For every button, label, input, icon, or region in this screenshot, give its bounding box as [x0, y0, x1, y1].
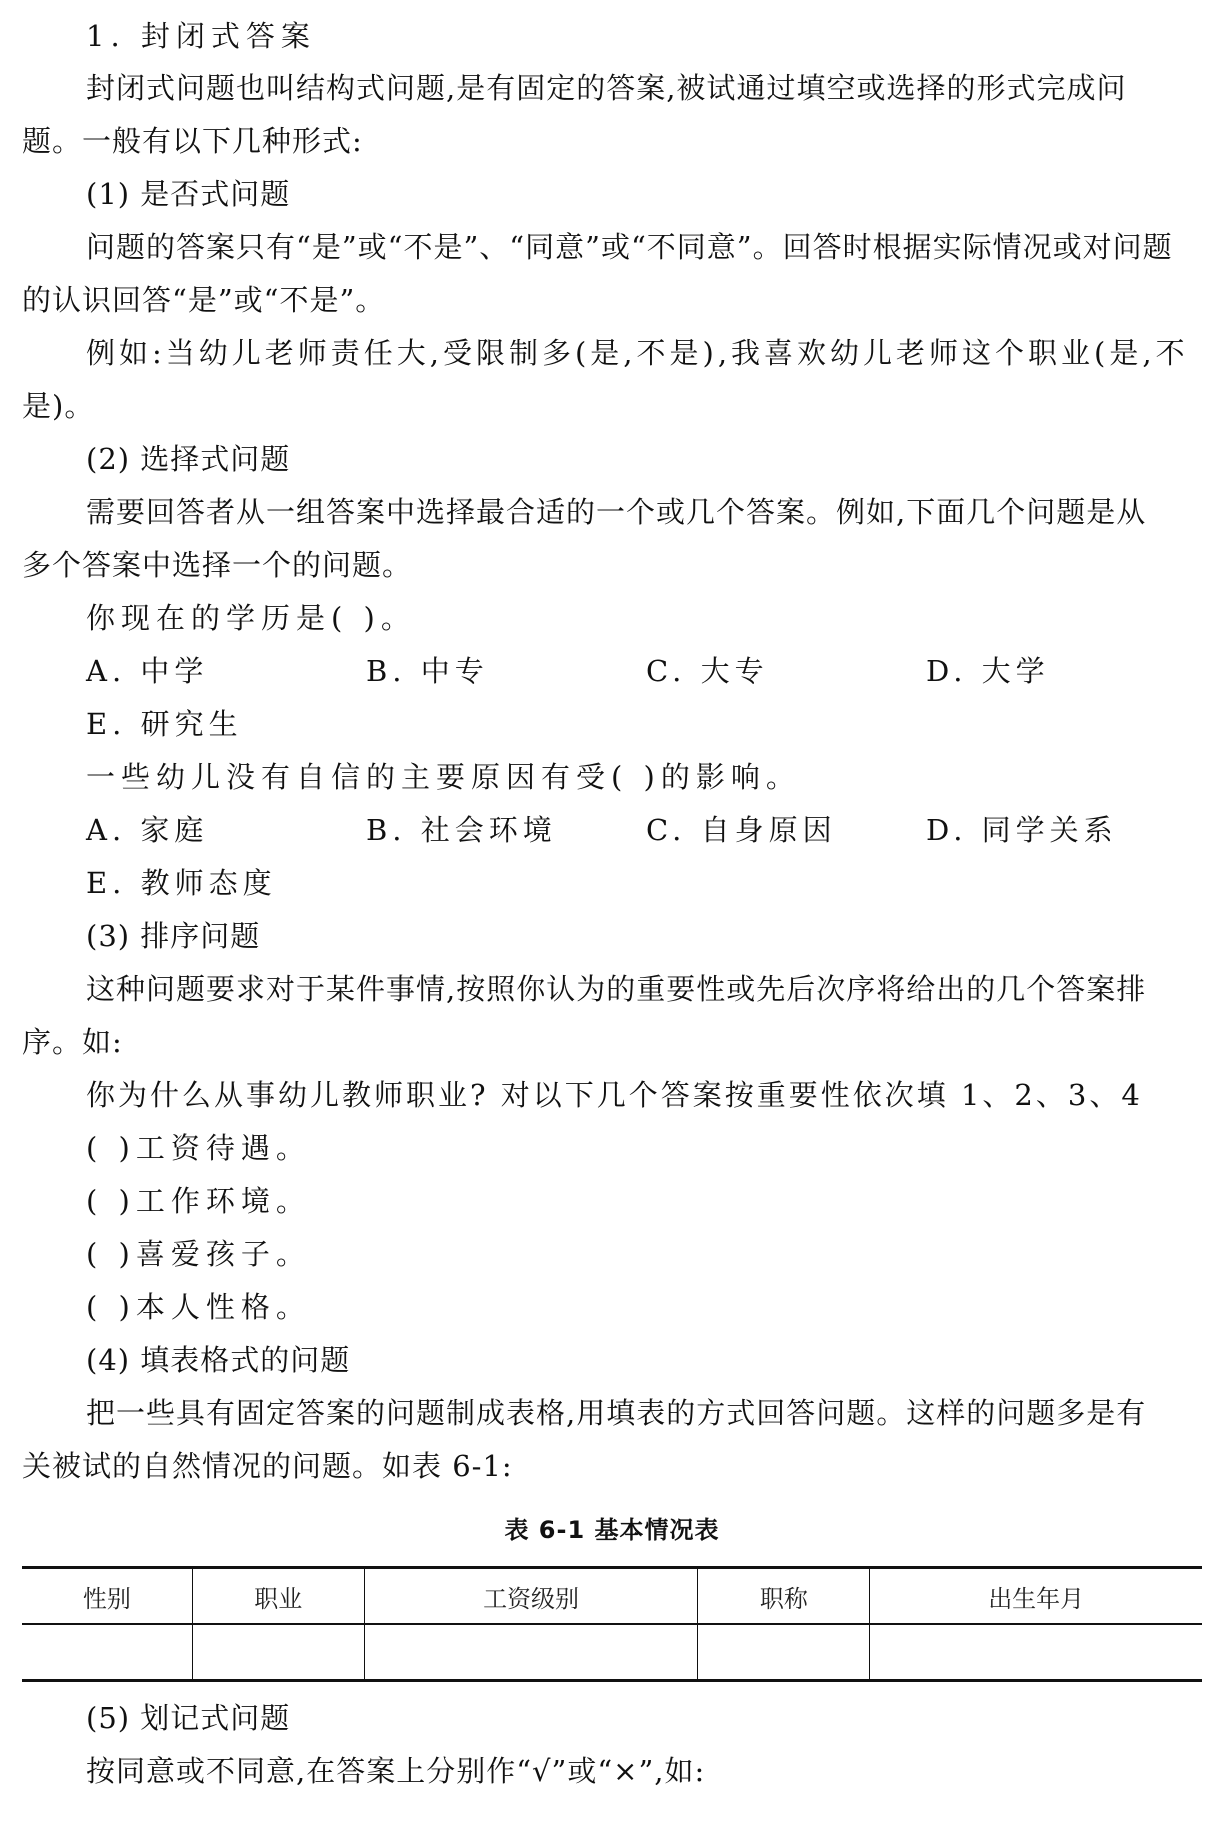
q2-question-1: 你现在的学历是( )。: [86, 601, 416, 635]
q3-item-1: ( )工资待遇。: [86, 1131, 311, 1165]
q1-example-line-1: 例如:当幼儿老师责任大,受限制多(是,不是),我喜欢幼儿老师这个职业(是,不: [86, 336, 1189, 370]
header-birth-date: 出生年月: [870, 1568, 1202, 1625]
q1-desc-line-1: 问题的答案只有“是”或“不是”、“同意”或“不同意”。回答时根据实际情况或对问题: [86, 230, 1173, 264]
q2-question-2-options: [86, 812, 1206, 848]
intro-paragraph-line-2: 题。一般有以下几种形式:: [22, 124, 363, 158]
q4-title: (4) 填表格式的问题: [86, 1343, 351, 1377]
header-gender: 性别: [22, 1568, 192, 1625]
q2-question-2-options-row-2: [86, 865, 1206, 901]
cell-gender: [22, 1624, 192, 1681]
q5-title: (5) 划记式问题: [86, 1701, 291, 1735]
q1-title: (1) 是否式问题: [86, 177, 291, 211]
table-row: [22, 1624, 1202, 1681]
header-occupation: 职业: [192, 1568, 364, 1625]
option-b: B. 社会环境: [366, 813, 557, 847]
q3-desc-line-2: 序。如:: [22, 1025, 123, 1059]
q2-title: (2) 选择式问题: [86, 442, 291, 476]
cell-birth-date: [870, 1624, 1202, 1681]
q3-question: 你为什么从事幼儿教师职业? 对以下几个答案按重要性依次填 1、2、3、4: [86, 1078, 1143, 1112]
q2-question-1-options-row-2: [86, 706, 1206, 742]
q4-desc-line-1: 把一些具有固定答案的问题制成表格,用填表的方式回答问题。这样的问题多是有: [86, 1396, 1147, 1430]
option-d: D. 同学关系: [926, 813, 1118, 847]
option-e: E. 教师态度: [86, 866, 277, 900]
section-heading: 1. 封闭式答案: [86, 19, 316, 53]
q2-desc-line-2: 多个答案中选择一个的问题。: [22, 548, 413, 582]
option-c: C. 大专: [646, 654, 769, 688]
q5-desc-line-1: 按同意或不同意,在答案上分别作“√”或“×”,如:: [86, 1754, 706, 1788]
q3-item-3: ( )喜爱孩子。: [86, 1237, 311, 1271]
cell-occupation: [192, 1624, 364, 1681]
basic-info-table: [22, 1566, 1202, 1682]
q3-item-2: ( )工作环境。: [86, 1184, 311, 1218]
q2-question-2: 一些幼儿没有自信的主要原因有受( )的影响。: [86, 760, 801, 794]
header-salary-grade: 工资级别: [364, 1568, 698, 1625]
table-header-row: [22, 1568, 1202, 1625]
option-e: E. 研究生: [86, 707, 243, 741]
q2-desc-line-1: 需要回答者从一组答案中选择最合适的一个或几个答案。例如,下面几个问题是从: [86, 495, 1147, 529]
table-caption: 表 6-1 基本情况表: [504, 1516, 720, 1544]
q1-desc-line-2: 的认识回答“是”或“不是”。: [22, 283, 386, 317]
q3-item-4: ( )本人性格。: [86, 1290, 311, 1324]
option-a: A. 中学: [86, 654, 209, 688]
option-d: D. 大学: [926, 654, 1050, 688]
q3-desc-line-1: 这种问题要求对于某件事情,按照你认为的重要性或先后次序将给出的几个答案排: [86, 972, 1147, 1006]
option-c: C. 自身原因: [646, 813, 837, 847]
option-a: A. 家庭: [86, 813, 209, 847]
q4-desc-line-2: 关被试的自然情况的问题。如表 6-1:: [22, 1449, 513, 1483]
intro-paragraph-line-1: 封闭式问题也叫结构式问题,是有固定的答案,被试通过填空或选择的形式完成问: [86, 71, 1127, 105]
option-b: B. 中专: [366, 654, 489, 688]
q1-example-line-2: 是)。: [22, 389, 95, 423]
header-title: 职称: [698, 1568, 870, 1625]
cell-title: [698, 1624, 870, 1681]
cell-salary-grade: [364, 1624, 698, 1681]
q2-question-1-options: [86, 653, 1206, 689]
q3-title: (3) 排序问题: [86, 919, 261, 953]
